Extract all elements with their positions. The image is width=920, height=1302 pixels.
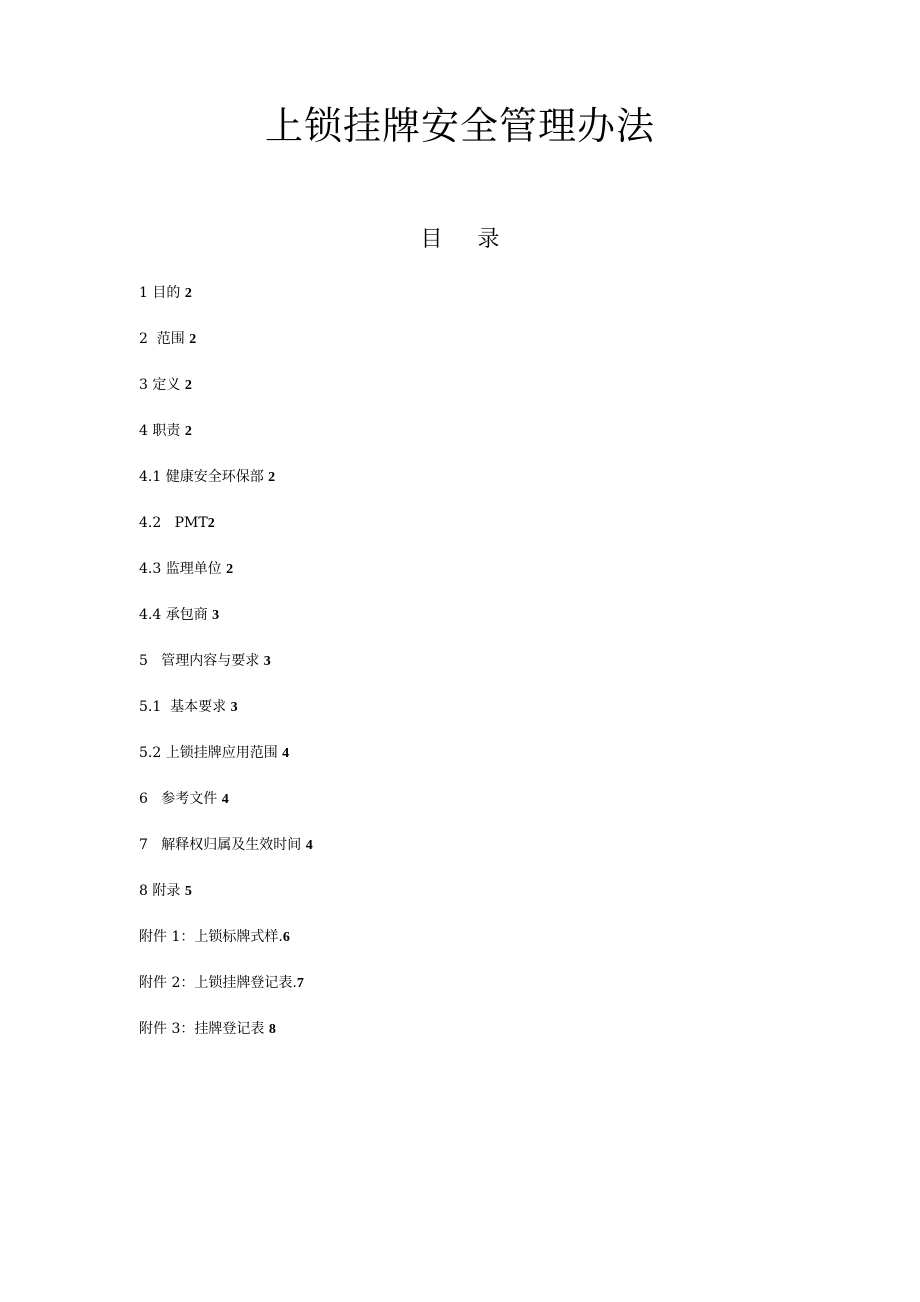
toc-entry-page: 8 bbox=[268, 1022, 276, 1037]
toc-entry[interactable] bbox=[139, 971, 313, 1017]
toc-entry-page: 3 bbox=[230, 700, 238, 715]
toc-entry-page: 2 bbox=[184, 378, 192, 393]
toc-entry[interactable] bbox=[139, 787, 313, 833]
toc-entry[interactable] bbox=[139, 419, 313, 465]
toc-entry-text: 1 目的 bbox=[139, 285, 185, 301]
toc-entry-page: 4 bbox=[221, 792, 229, 807]
toc-entry-page: 7 bbox=[296, 976, 304, 991]
table-of-contents bbox=[139, 281, 313, 1063]
toc-entry-page: 3 bbox=[263, 654, 271, 669]
toc-entry-page: 2 bbox=[226, 562, 234, 577]
toc-entry-text: 附件 3：挂牌登记表 bbox=[139, 1021, 269, 1037]
toc-entry-page: 5 bbox=[184, 884, 192, 899]
toc-entry[interactable] bbox=[139, 695, 313, 741]
toc-entry-text: 5.1 基本要求 bbox=[139, 699, 231, 715]
toc-entry-page: 2 bbox=[184, 286, 192, 301]
toc-entry-text: 2 范围 bbox=[139, 331, 190, 347]
toc-entry-page: 2 bbox=[268, 470, 276, 485]
toc-entry-text: 6 参考文件 bbox=[139, 791, 222, 807]
toc-entry-text: 4.4 承包商 bbox=[139, 607, 213, 623]
toc-entry[interactable] bbox=[139, 1017, 313, 1063]
toc-entry[interactable] bbox=[139, 741, 313, 787]
toc-entry-text: 3 定义 bbox=[139, 377, 185, 393]
toc-entry-page: 2 bbox=[184, 424, 192, 439]
toc-entry-page: 6 bbox=[282, 930, 290, 945]
document-title: 上锁挂牌安全管理办法 bbox=[264, 104, 655, 148]
toc-entry[interactable] bbox=[139, 925, 313, 971]
toc-entry-text: 5 管理内容与要求 bbox=[139, 653, 264, 669]
toc-entry-text: 7 解释权归属及生效时间 bbox=[139, 837, 306, 853]
toc-entry[interactable] bbox=[139, 327, 313, 373]
toc-entry-text: 4.2 PMT bbox=[139, 515, 208, 531]
toc-entry-text: 5.2 上锁挂牌应用范围 bbox=[139, 745, 283, 761]
toc-entry-page: 2 bbox=[189, 332, 197, 347]
toc-entry[interactable] bbox=[139, 649, 313, 695]
toc-entry[interactable] bbox=[139, 465, 313, 511]
toc-entry-text: 附件 1：上锁标牌式样. bbox=[139, 929, 283, 945]
toc-entry-text: 4.1 健康安全环保部 bbox=[139, 469, 269, 485]
toc-entry-text: 8 附录 bbox=[139, 883, 185, 899]
toc-entry-page: 3 bbox=[212, 608, 220, 623]
toc-entry[interactable] bbox=[139, 557, 313, 603]
toc-entry-text: 4 职责 bbox=[139, 423, 185, 439]
toc-entry[interactable] bbox=[139, 373, 313, 419]
toc-entry-text: 4.3 监理单位 bbox=[139, 561, 227, 577]
toc-heading: 目 录 bbox=[420, 227, 514, 252]
toc-entry[interactable] bbox=[139, 603, 313, 649]
toc-entry[interactable] bbox=[139, 281, 313, 327]
toc-entry[interactable] bbox=[139, 833, 313, 879]
toc-entry[interactable] bbox=[139, 511, 313, 557]
toc-entry[interactable] bbox=[139, 879, 313, 925]
toc-entry-text: 附件 2：上锁挂牌登记表. bbox=[139, 975, 297, 991]
toc-entry-page: 4 bbox=[305, 838, 313, 853]
toc-entry-page: 4 bbox=[282, 746, 290, 761]
toc-entry-page: 2 bbox=[207, 516, 215, 531]
